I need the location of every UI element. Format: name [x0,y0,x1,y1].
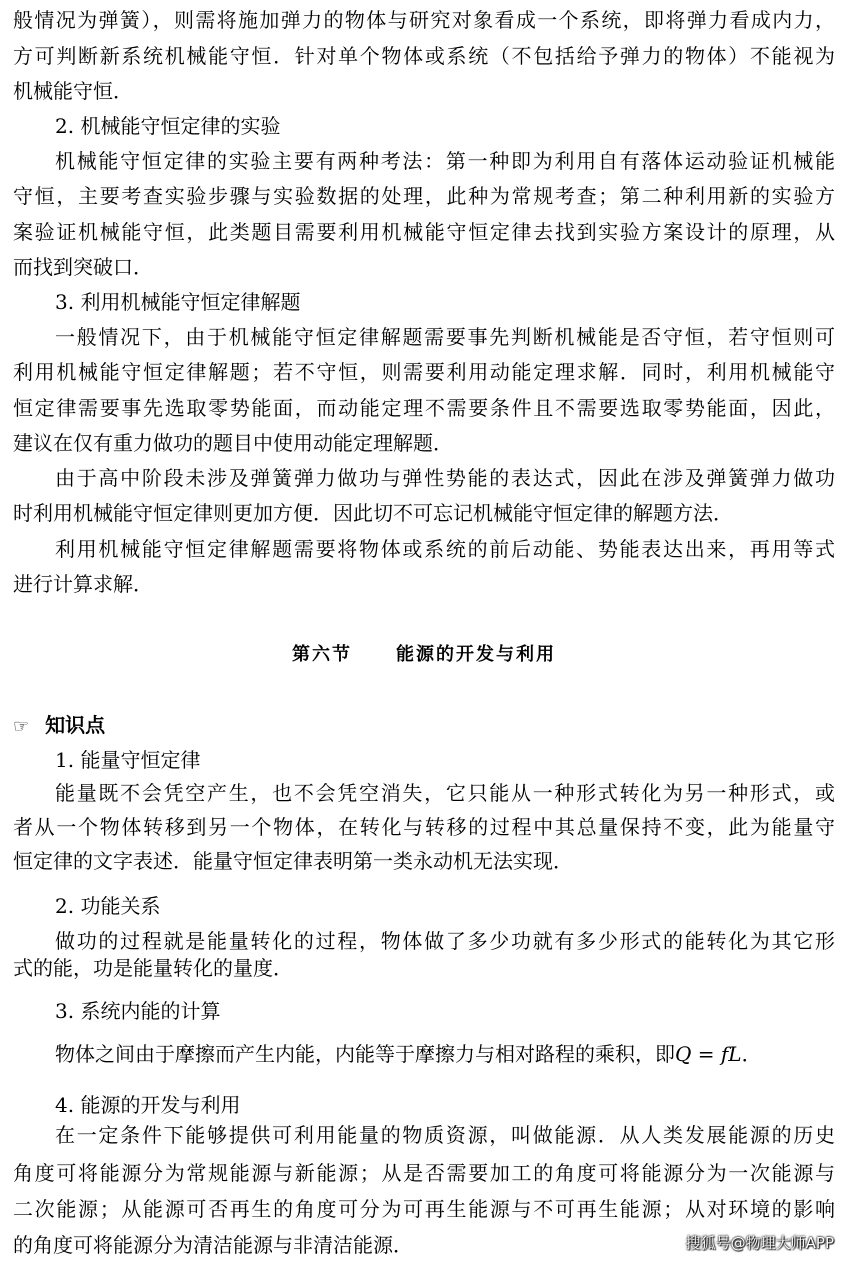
paragraph-line: 守恒，主要考查实验步骤与实验数据的处理，此种为常规考查；第二种利用新的实验方 [13,184,835,208]
paragraph-line: 方可判断新系统机械能守恒．针对单个物体或系统（不包括给予弹力的物体）不能视为 [13,44,835,68]
formula: Q = fL [675,1042,742,1066]
watermark: 搜狐号@物理大师APP [685,1234,834,1252]
formula-lead-text: 物体之间由于摩擦而产生内能，内能等于摩擦力与相对路程的乘积，即 [55,1042,675,1066]
paragraph-line: 机械能守恒定律的实验主要有两种考法：第一种即为利用自有落体运动验证机械能 [55,149,835,173]
item-heading: 3. 系统内能的计算 [55,999,221,1023]
section-number: 第六节 [292,644,352,665]
paragraph-line: 时利用机械能守恒定律则更加方便．因此切不可忘记机械能守恒定律的解题方法． [13,501,733,525]
paragraph-line: 在一定条件下能够提供可利用能量的物质资源，叫做能源．从人类发展能源的历史 [55,1123,835,1147]
pointing-hand-icon: ☞ [13,716,30,737]
paragraph-line: 机械能守恒． [13,79,133,103]
paragraph-line: 式的能，功是能量转化的量度． [13,956,293,980]
paragraph-line: 的角度可将能源分为清洁能源与非清洁能源． [13,1233,413,1257]
paragraph-line: 能量既不会凭空产生，也不会凭空消失，它只能从一种形式转化为另一种形式，或 [55,781,835,805]
item-heading: 1. 能量守恒定律 [55,748,201,772]
paragraph-line: 案验证机械能守恒，此类题目需要利用机械能守恒定律去找到实验方案设计的原理，从 [13,220,835,244]
item-heading: 4. 能源的开发与利用 [55,1093,241,1117]
section-title [0,642,848,668]
section-name: 能源的开发与利用 [396,644,556,665]
paragraph-line: 角度可将能源分为常规能源与新能源；从是否需要加工的角度可将能源分为一次能源与 [13,1161,835,1185]
paragraph-line: 者从一个物体转移到另一个物体，在转化与转移的过程中其总量保持不变，此为能量守 [13,815,835,839]
paragraph-line: 做功的过程就是能量转化的过程，物体做了多少功就有多少形式的能转化为其它形 [55,929,835,953]
paragraph-line: 般情况为弹簧），则需将施加弹力的物体与研究对象看成一个系统，即将弹力看成内力， [13,8,835,32]
paragraph-line: 恒定律的文字表述．能量守恒定律表明第一类永动机无法实现． [13,849,573,873]
paragraph-line [55,1041,835,1067]
paragraph-line: 建议在仅有重力做功的题目中使用动能定理解题． [13,431,453,455]
paragraph-line: 二次能源；从能源可否再生的角度可分为可再生能源与不可再生能源；从对环境的影响 [13,1197,835,1221]
paragraph-line: 由于高中阶段未涉及弹簧弹力做功与弹性势能的表达式，因此在涉及弹簧弹力做功 [55,466,835,490]
paragraph-line: 利用机械能守恒定律解题需要将物体或系统的前后动能、势能表达出来，再用等式 [55,537,835,561]
knowledge-label: 知识点 [45,713,106,737]
formula-end: ． [741,1042,762,1066]
paragraph-line: 进行计算求解． [13,572,153,596]
paragraph-line: 一般情况下，由于机械能守恒定律解题需要事先判断机械能是否守恒，若守恒则可 [55,325,835,349]
item-heading: 3. 利用机械能守恒定律解题 [55,290,301,314]
paragraph-line: 恒定律需要事先选取零势能面，而动能定理不需要条件且不需要选取零势能面，因此， [13,396,835,420]
item-heading: 2. 功能关系 [55,894,161,918]
paragraph-line: 而找到突破口． [13,255,153,279]
paragraph-line: 利用机械能守恒定律解题；若不守恒，则需要利用动能定理求解．同时，利用机械能守 [13,360,835,384]
knowledge-header [13,712,105,740]
item-heading: 2. 机械能守恒定律的实验 [55,114,281,138]
